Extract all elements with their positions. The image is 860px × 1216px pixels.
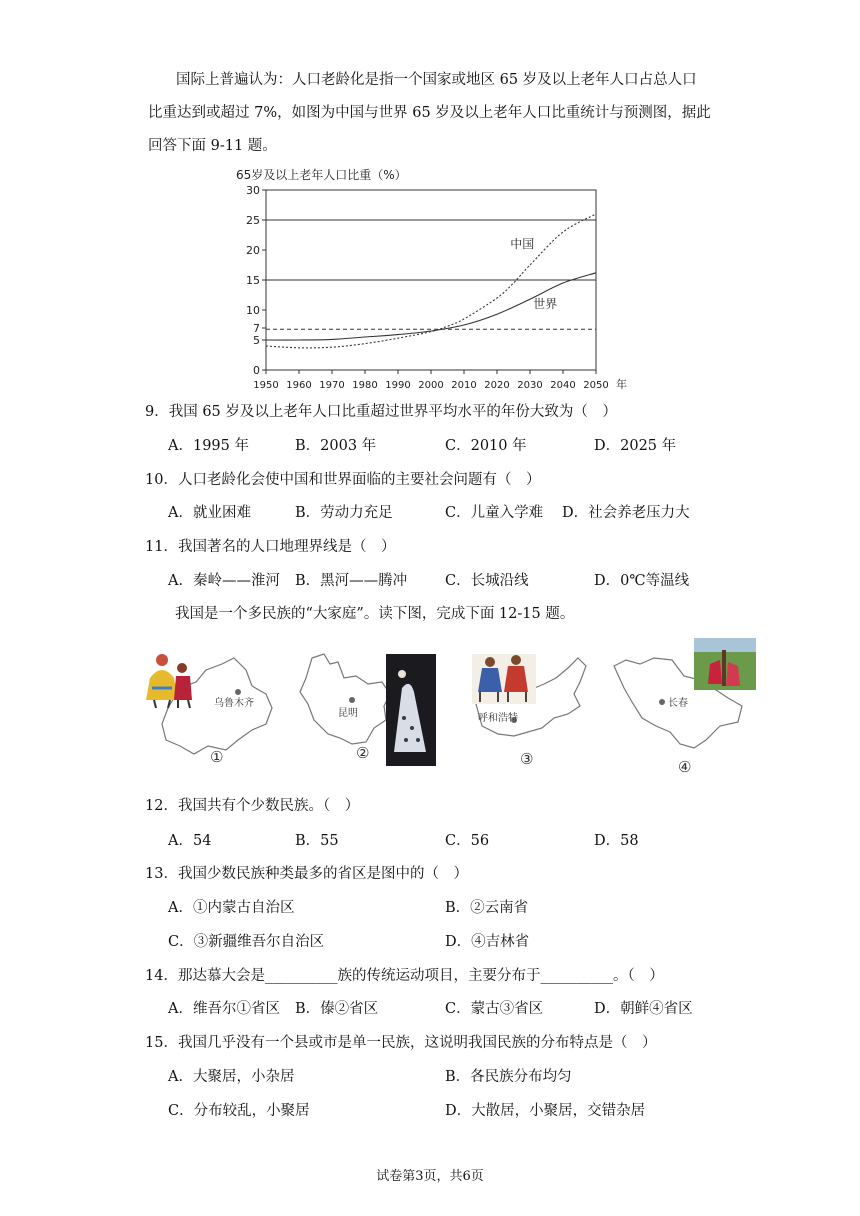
x-tick-label: 2010 [451, 380, 477, 391]
map-2-yunnan [290, 648, 440, 768]
y-tick-label: 20 [246, 244, 260, 257]
q14-option-c[interactable]: C．蒙古③省区 [445, 1001, 544, 1017]
q13-option-b[interactable]: B．②云南省 [445, 900, 529, 916]
intro-line-3: 回答下面 9-11 题。 [148, 138, 277, 154]
page-footer: 试卷第3页，共6页 [376, 1169, 484, 1184]
korean-swing-photo [694, 638, 756, 690]
q10-option-d[interactable]: D．社会养老压力大 [562, 505, 690, 521]
q9-option-d[interactable]: D．2025 年 [594, 438, 677, 454]
q10-option-a[interactable]: A．就业困难 [168, 505, 251, 521]
intro-paragraph [148, 64, 728, 163]
chart-y-axis-label: 65岁及以上老年人口比重（%） [236, 168, 407, 182]
q12-option-a[interactable]: A．54 [168, 833, 212, 849]
series-label-world: 世界 [533, 297, 558, 312]
city-dot [349, 697, 355, 703]
y-tick-label: 30 [246, 184, 260, 197]
map-3-city: 呼和浩特 [478, 713, 518, 724]
x-tick-label: 1950 [253, 380, 279, 391]
map-2-number: ② [356, 744, 370, 762]
question-11-stem: 11．我国著名的人口地理界线是（ ） [145, 539, 396, 555]
yunnan-outline [300, 654, 390, 744]
x-tick-label: 2040 [550, 380, 576, 391]
map-4-number: ④ [678, 758, 692, 776]
q15-option-a[interactable]: A．大聚居，小杂居 [168, 1069, 295, 1085]
city-dot [235, 689, 241, 695]
q11-option-c[interactable]: C．长城沿线 [445, 573, 529, 589]
question-9-stem: 9．我国 65 岁及以上老年人口比重超过世界平均水平的年份大致为（ ） [145, 404, 617, 420]
peacock-dance-photo [386, 654, 436, 766]
q14-option-b[interactable]: B．傣②省区 [295, 1001, 379, 1017]
x-axis-unit: 年 [616, 378, 627, 391]
q13-option-c[interactable]: C．③新疆维吾尔自治区 [168, 934, 325, 950]
mongolian-wrestlers-illustration [472, 654, 536, 704]
q11-option-a[interactable]: A．秦岭——淮河 [168, 573, 280, 589]
question-13-stem: 13．我国少数民族种类最多的省区是图中的（ ） [145, 866, 468, 882]
x-tick-label: 1980 [352, 380, 378, 391]
question-15-stem: 15．我国几乎没有一个县或市是单一民族，这说明我国民族的分布特点是（ ） [145, 1035, 657, 1051]
q12-option-d[interactable]: D．58 [594, 833, 639, 849]
x-tick-label: 2020 [484, 380, 510, 391]
map-4-jilin [610, 636, 760, 776]
q14-option-d[interactable]: D．朝鲜④省区 [594, 1001, 693, 1017]
question-14-stem: 14．那达慕大会是__________族的传统运动项目，主要分布于__________。（ ） [145, 968, 664, 984]
intro-line-1: 国际上普遍认为：人口老龄化是指一个国家或地区 65 岁及以上老年人口占总人口 [176, 72, 697, 88]
x-tick-label: 1990 [385, 380, 411, 391]
q15-option-b[interactable]: B．各民族分布均匀 [445, 1069, 572, 1085]
y-tick-label: 10 [246, 304, 260, 317]
q12-option-b[interactable]: B．55 [295, 833, 339, 849]
question-10-stem: 10．人口老龄化会使中国和世界面临的主要社会问题有（ ） [145, 472, 541, 488]
map-2-city: 昆明 [338, 708, 358, 719]
intro-line-2: 比重达到或超过 7%，如图为中国与世界 65 岁及以上老年人口比重统计与预测图，据此 [148, 105, 711, 121]
map-1-number: ① [210, 748, 224, 766]
q11-option-d[interactable]: D．0℃等温线 [594, 573, 690, 589]
series-label-china: 中国 [510, 237, 535, 252]
q9-option-b[interactable]: B．2003 年 [295, 438, 377, 454]
map-3-number: ③ [520, 750, 534, 768]
aging-population-chart [230, 163, 650, 393]
q10-option-c[interactable]: C．儿童入学难 [445, 505, 544, 521]
y-tick-label: 15 [246, 274, 260, 287]
map-3-inner-mongolia [468, 648, 598, 768]
x-tick-label: 2000 [418, 380, 444, 391]
x-tick-label: 2030 [517, 380, 543, 391]
city-dot [659, 699, 665, 705]
x-tick-label: 1970 [319, 380, 345, 391]
map-1-xinjiang [142, 648, 282, 768]
q9-option-c[interactable]: C．2010 年 [445, 438, 527, 454]
question-12-stem: 12．我国共有个少数民族。（ ） [145, 798, 360, 814]
q13-option-a[interactable]: A．①内蒙古自治区 [168, 900, 295, 916]
x-tick-label: 1960 [286, 380, 312, 391]
intro2-text: 我国是一个多民族的“大家庭”。读下图，完成下面 12-15 题。 [175, 606, 575, 622]
q10-option-b[interactable]: B．劳动力充足 [295, 505, 393, 521]
uyghur-dancers-illustration [146, 654, 192, 708]
q15-option-c[interactable]: C．分布较乱，小聚居 [168, 1103, 310, 1119]
q15-option-d[interactable]: D．大散居，小聚居，交错杂居 [445, 1103, 646, 1119]
q13-option-d[interactable]: D．④吉林省 [445, 934, 530, 950]
series-line-china [266, 214, 596, 348]
y-tick-label: 25 [246, 214, 260, 227]
map-1-city: 乌鲁木齐 [214, 698, 254, 709]
q9-option-a[interactable]: A．1995 年 [168, 438, 249, 454]
y-tick-label: 5 [253, 334, 260, 347]
y-tick-label: 7 [253, 322, 260, 335]
map-4-city: 长春 [668, 698, 688, 709]
q14-option-a[interactable]: A．维吾尔①省区 [168, 1001, 280, 1017]
x-tick-label: 2050 [583, 380, 609, 391]
y-tick-label: 0 [253, 364, 260, 377]
q12-option-c[interactable]: C．56 [445, 833, 490, 849]
q11-option-b[interactable]: B．黑河——腾冲 [295, 573, 408, 589]
